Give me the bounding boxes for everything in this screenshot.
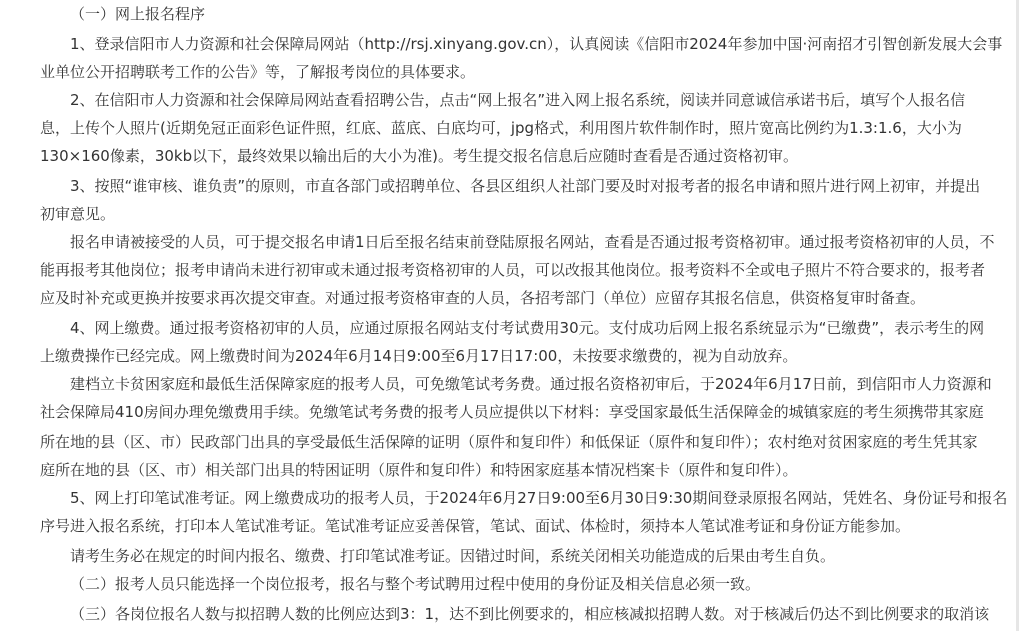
- paragraph-line: 1、登录信阳市人力资源和社会保障局网站（http://rsj.xinyang.gov.cn），认真阅读《信阳市2024年参加中国·河南招才引智创新发展大会事: [70, 35, 1003, 53]
- paragraph-line: 报名申请被接受的人员，可于提交报名申请1日后至报名结束前登陆原报名网站，查看是否通过报考资格初审。通过报考资格初审的人员，不: [70, 233, 995, 251]
- section-heading-single-position: （二）报考人员只能选择一个岗位报考，报名与整个考试聘用过程中使用的身份证及相关信息必须一致。: [70, 575, 761, 593]
- paragraph-line: 130×160像素，30kb以下，最终效果以输出后的大小为准)。考生提交报名信息后应随时查看是否通过资格初审。: [40, 147, 798, 165]
- paragraph-line: 庭所在地的县（区、市）相关部门出具的特困证明（原件和复印件）和特困家庭基本情况档案卡（原件和复印件）。: [40, 461, 798, 479]
- paragraph-line: 3、按照“谁审核、谁负责”的原则，市直各部门或招聘单位、各县区组织人社部门要及时对报考者的报名申请和照片进行网上初审，并提出: [70, 177, 981, 195]
- paragraph-line: 建档立卡贫困家庭和最低生活保障家庭的报考人员，可免缴笔试考务费。通过报名资格初审后，于2024年6月17日前，到信阳市人力资源和: [70, 375, 992, 393]
- paragraph-line: 请考生务必在规定的时间内报名、缴费、打印笔试准考证。因错过时间，系统关闭相关功能造成的后果由考生自负。: [70, 547, 836, 565]
- paragraph-line: 社会保障局410房间办理免缴费用手续。免缴笔试考务费的报考人员应提供以下材料：享受国家最低生活保障金的城镇家庭的考生须携带其家庭: [40, 403, 984, 421]
- paragraph-line: 序号进入报名系统，打印本人笔试准考证。笔试准考证应妥善保管，笔试、面试、体检时，须持本人笔试准考证和身份证方能参加。: [40, 517, 911, 535]
- paragraph-line: 上缴费操作已经完成。网上缴费时间为2024年6月14日9:00至6月17日17:00，未按要求缴费的，视为自动放弃。: [40, 347, 798, 365]
- paragraph-line: 能再报考其他岗位；报考申请尚未进行初审或未通过报考资格初审的人员，可以改报其他岗位。报考资料不全或电子照片不符合要求的，报考者: [40, 261, 986, 279]
- paragraph-line: 应及时补充或更换并按要求再次提交审查。对通过报考资格审查的人员，各招考部门（单位）应留存其报名信息，供资格复审时备查。: [40, 289, 926, 307]
- paragraph-line: 息，上传个人照片(近期免冠正面彩色证件照，红底、蓝底、白底均可，jpg格式，利用图片软件制作时，照片宽高比例约为1.3:1.6，大小为: [40, 119, 962, 137]
- paragraph-line: 4、网上缴费。通过报考资格初审的人员，应通过原报名网站支付考试费用30元。支付成功后网上报名系统显示为“已缴费”，表示考生的网: [70, 319, 985, 337]
- paragraph-line: 5、网上打印笔试准考证。网上缴费成功的报考人员，于2024年6月27日9:00至6月30日9:30期间登录原报名网站，凭姓名、身份证号和报名: [70, 489, 1008, 507]
- section-heading-ratio-requirement: （三）各岗位报名人数与拟招聘人数的比例应达到3：1，达不到比例要求的，相应核减拟招聘人数。对于核减后仍达不到比例要求的取消该: [70, 605, 990, 623]
- paragraph-line: 2、在信阳市人力资源和社会保障局网站查看招聘公告，点击“网上报名”进入网上报名系统，阅读并同意诚信承诺书后，填写个人报名信: [70, 91, 966, 109]
- section-heading-online-registration: （一）网上报名程序: [70, 5, 206, 23]
- paragraph-line: 业单位公开招聘联考工作的公告》等，了解报考岗位的具体要求。: [40, 63, 476, 81]
- paragraph-line: 所在地的县（区、市）民政部门出具的享受最低生活保障的证明（原件和复印件）和低保证（原件和复印件）；农村绝对贫困家庭的考生凭其家: [40, 433, 978, 451]
- paragraph-line: 初审意见。: [40, 205, 116, 223]
